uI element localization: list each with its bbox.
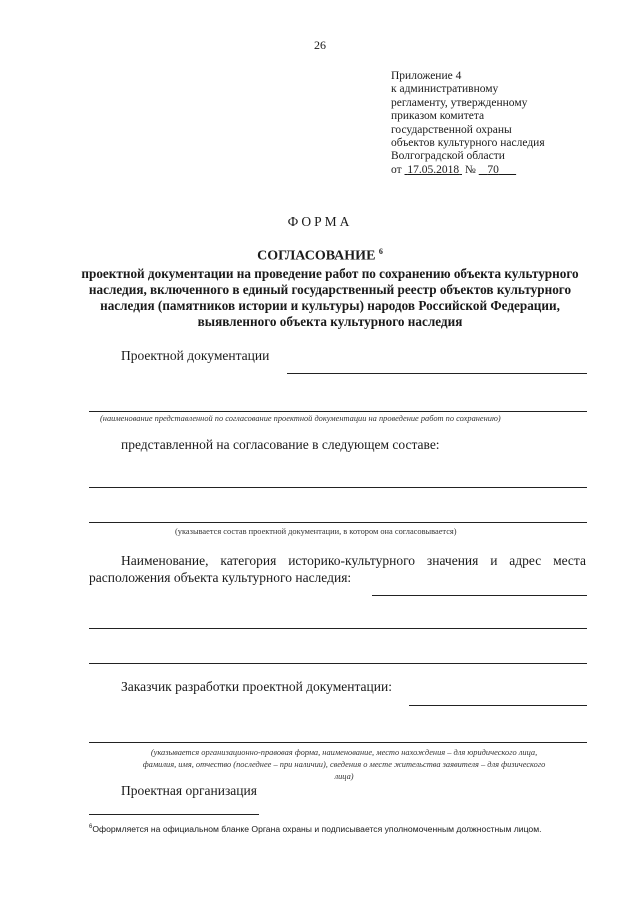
footnote-separator: [89, 814, 259, 815]
appendix-line: Приложение 4: [391, 70, 462, 82]
form-title: ФОРМА: [287, 214, 353, 229]
project-docs-line[interactable]: [287, 373, 587, 374]
object-paragraph: Наименование, категория историко-культурного значения и адрес места расположения объекта культурного наследия:: [89, 553, 586, 585]
customer-label: Заказчик разработки проектной документации:: [121, 679, 392, 694]
design-org-label: Проектная организация: [121, 783, 257, 798]
appendix-line: государственной охраны: [391, 123, 512, 136]
footnote-number: 6: [89, 824, 93, 830]
project-docs-label: Проектной документации: [121, 348, 270, 363]
appendix-line: регламенту, утвержденному: [391, 96, 528, 109]
footnote-mark: 6: [378, 247, 383, 256]
footnote-text: Оформляется на официальном бланке Органа охраны и подписывается уполномоченным должностным лицом.: [92, 823, 542, 834]
object-line-3[interactable]: [89, 663, 587, 664]
number-prefix: №: [464, 163, 476, 176]
appendix-line: к административному: [391, 83, 499, 96]
customer-line-2[interactable]: [89, 742, 587, 743]
project-docs-caption: (наименование представленной по согласование проектной документации на проведение работ по сохранению): [100, 414, 501, 423]
number-value: 70: [487, 163, 499, 176]
customer-line-1[interactable]: [409, 705, 587, 706]
composition-label: представленной на согласование в следующем составе:: [121, 437, 440, 452]
object-line-2[interactable]: [89, 628, 587, 629]
appendix-line: объектов культурного наследия: [391, 137, 545, 150]
date-prefix: от: [391, 163, 402, 176]
project-docs-line-2[interactable]: [89, 411, 587, 412]
document-heading: СОГЛАСОВАНИЕ $^6$: [257, 247, 383, 264]
document-subheading: проектной документации на проведение работ по сохранению объекта культурного наследия, включенного в единый государственный реестр объектов культурного наследия (памятников истории и культуры) народов Российской Федерации, выявленного объекта культурного наследия: [81, 266, 579, 329]
date-value: 17.05.2018: [407, 163, 460, 176]
appendix-line: приказом комитета: [391, 110, 485, 123]
composition-caption: (указывается состав проектной документации, в котором она согласовывается): [175, 527, 457, 536]
appendix-line: Волгоградской области: [391, 150, 505, 163]
customer-caption: (указывается организационно-правовая форма, наименование, место нахождения – для юридического лица, фамилия, имя, отчество (последнее – при наличии), сведения о месте жительства заявителя – для физического лица): [142, 748, 546, 781]
footnote: [89, 822, 586, 835]
composition-line-1[interactable]: [89, 487, 587, 488]
page-number: 26: [314, 38, 326, 52]
appendix-block: [391, 70, 545, 177]
composition-line-2[interactable]: [89, 522, 587, 523]
appendix-date-line: [391, 164, 545, 177]
object-line-1[interactable]: [372, 595, 587, 596]
